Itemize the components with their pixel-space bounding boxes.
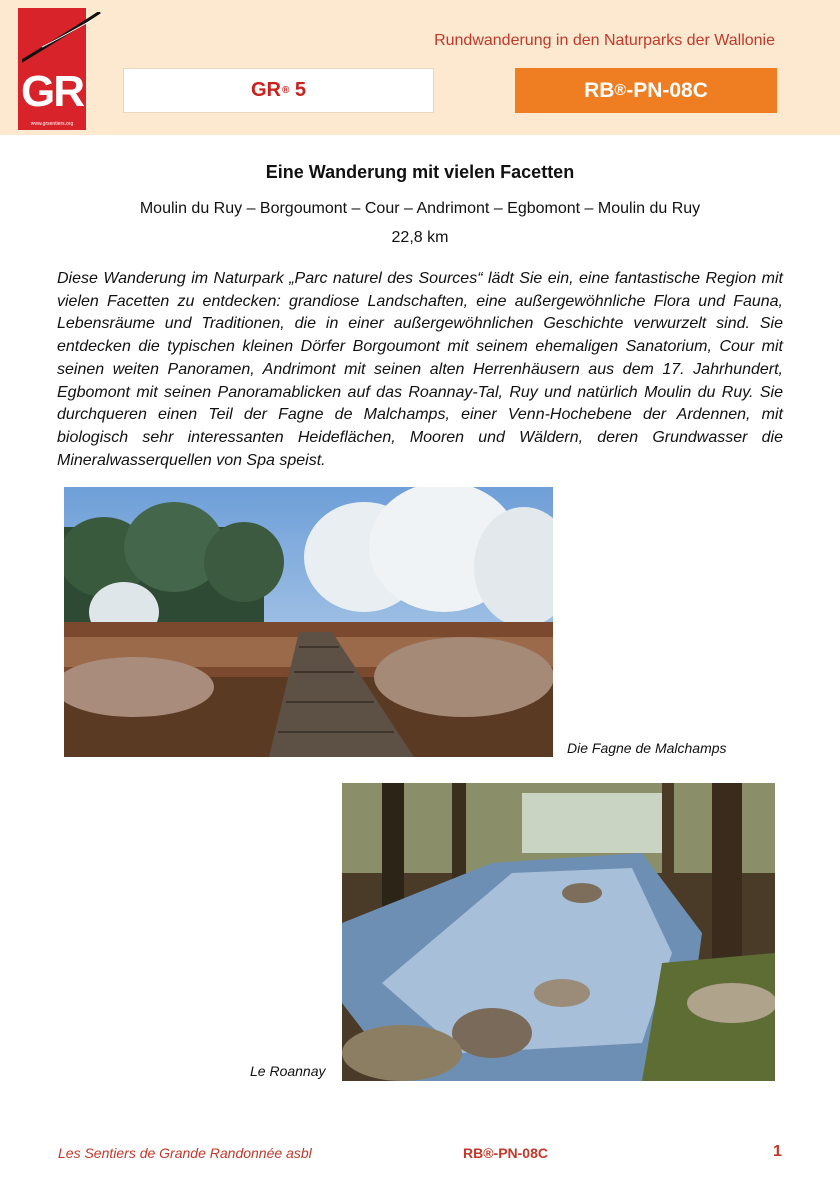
gr-label: GR bbox=[250, 79, 281, 101]
footer-route-code: RB®-PN-08C bbox=[463, 1145, 548, 1161]
distance: 22,8 km bbox=[391, 229, 449, 246]
gr-registered-mark: ® bbox=[281, 85, 290, 96]
gr-trail-box bbox=[123, 68, 434, 113]
photo-fagne-de-malchamps bbox=[64, 487, 553, 757]
rb-prefix: RB bbox=[584, 78, 615, 102]
photo-le-roannay bbox=[342, 783, 775, 1081]
rb-code-box bbox=[515, 68, 777, 113]
series-subtitle: Rundwanderung in den Naturparks der Wallonie bbox=[434, 32, 775, 49]
page-title: Eine Wanderung mit vielen Facetten bbox=[265, 162, 575, 182]
route-line: Moulin du Ruy – Borgoumont – Cour – Andrimont – Egbomont – Moulin du Ruy bbox=[139, 200, 701, 217]
photo-caption: Die Fagne de Malchamps bbox=[567, 740, 727, 756]
photo-caption: Le Roannay bbox=[250, 1063, 326, 1079]
rb-code: -PN-08C bbox=[626, 78, 708, 102]
header-band bbox=[0, 0, 840, 135]
page-number: 1 bbox=[773, 1143, 782, 1160]
hiker-swoosh-icon bbox=[22, 12, 102, 72]
logo-url: www.grsentiers.org bbox=[30, 121, 74, 127]
intro-paragraph: Diese Wanderung im Naturpark „Parc naturel des Sources“ lädt Sie ein, eine fantastische Region mit vielen Facetten zu entdecken: grandiose Landschaften, eine außergewöhnliche Flora und Fauna, Lebensräume und Traditionen, die in einer außergewöhnlichen Geschichte verwurzelt sind. Sie entdecken die typischen kleinen Dörfer Borgoumont mit seinem ehemaligen Sanatorium, Cour mit seinen weiten Panoramen, Andrimont mit seinen alten Herrenhäusern aus dem 17. Jahrhundert, Egbomont mit seinen Panoramablicken auf das Roannay-Tal, Ruy und natürlich Moulin du Ruy. Sie durchqueren einen Teil der Fagne de Malchamps, einer Venn-Hochebene der Ardennen, mit biologisch sehr interessanten Heideflächen, Mooren und Wäldern, deren Grundwasser die Mineralwasserquellen von Spa speist. bbox=[57, 270, 783, 469]
rb-registered-mark: ® bbox=[614, 81, 627, 99]
logo-letters: GR bbox=[21, 67, 83, 116]
gr-number: 5 bbox=[289, 79, 307, 101]
gr-logo[interactable] bbox=[18, 8, 86, 130]
footer-organization: Les Sentiers de Grande Randonnée asbl bbox=[58, 1145, 312, 1161]
